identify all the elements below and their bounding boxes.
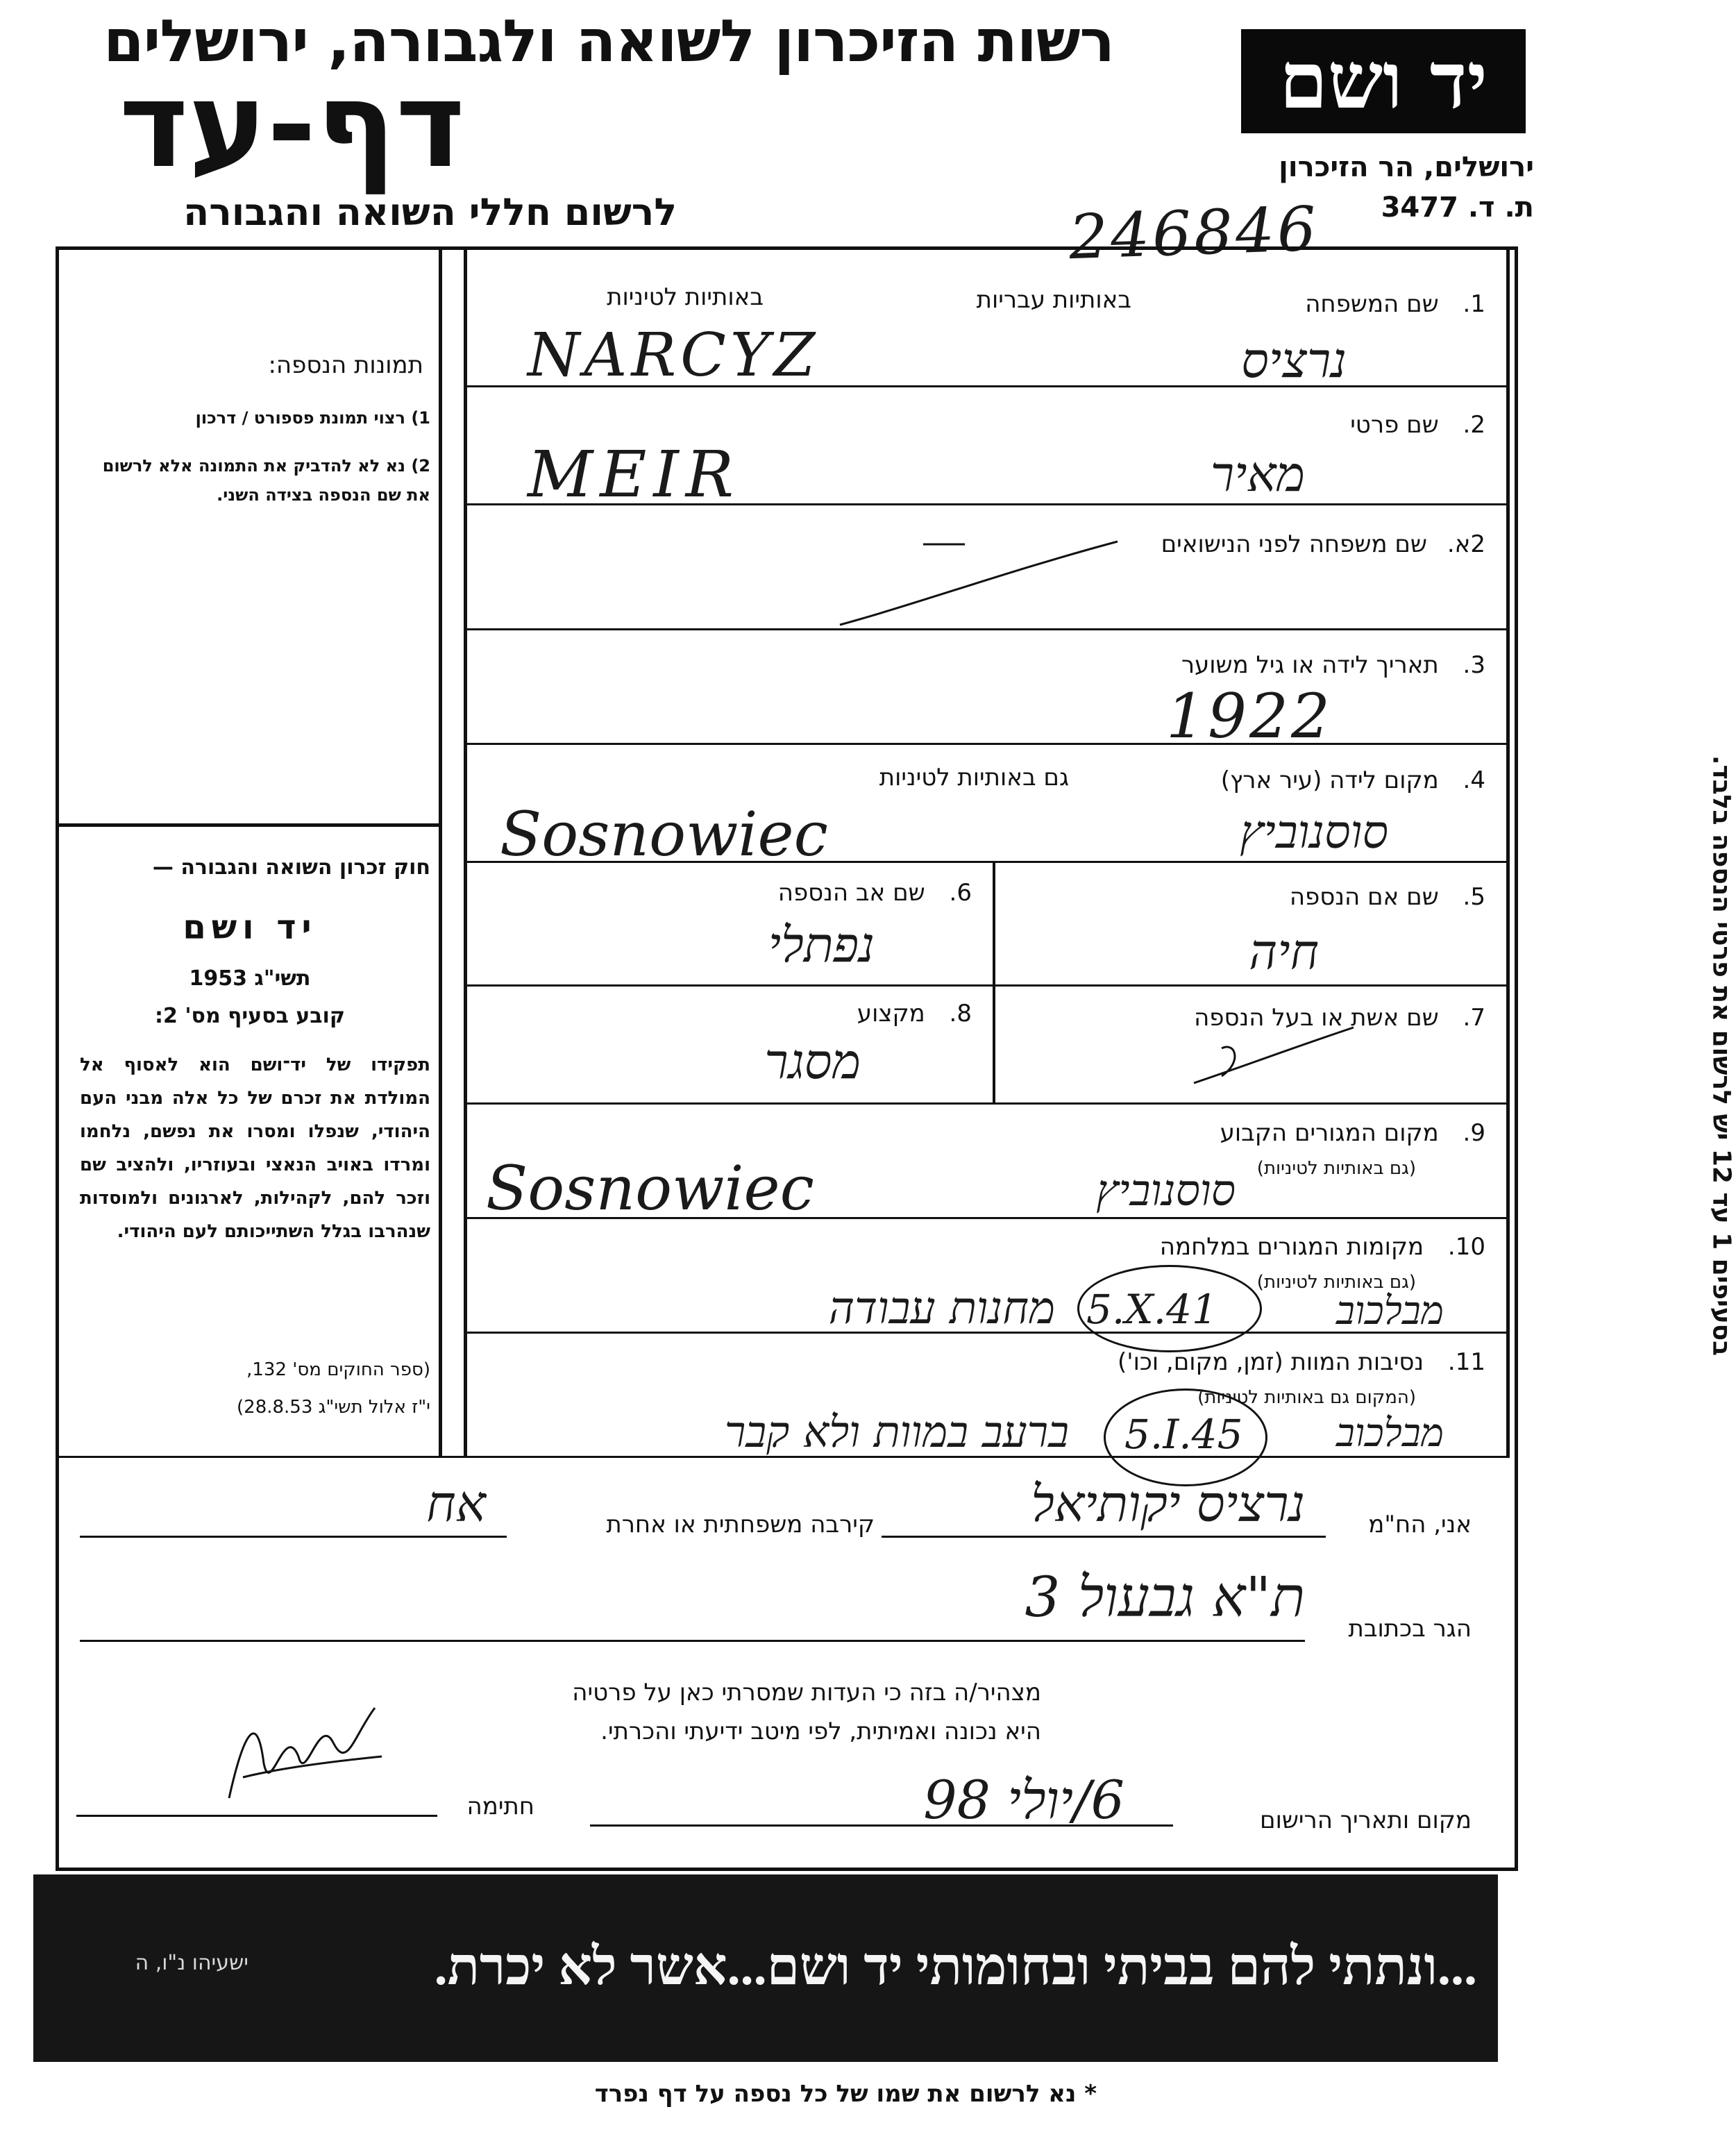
field-7-num: 7. [1463, 1004, 1485, 1032]
law-heading: חוק זכרון השואה והגבורה — [152, 855, 430, 880]
form-subtitle: לרשום חללי השואה והגבורה [183, 190, 677, 234]
field-10-value: מחנות עבודה [828, 1283, 1055, 1334]
field-5-text: שם אם הנספה [1289, 883, 1439, 911]
banner-quote: ...ונתתי להם בביתי ובחומותי יד ושם...אשר לא יכרת. [434, 1938, 1477, 1996]
field-10-place: מבלכוב [1335, 1289, 1444, 1334]
institution-title: רשות הזיכרון לשואה ולגבורה, ירושלים [103, 7, 1114, 75]
field-7-text: שם אשת או בעל הנספה [1194, 1004, 1439, 1032]
field-6-value: נפתלי [768, 916, 875, 973]
field-7-strike [1180, 1021, 1360, 1097]
law-body: תפקידו של יד־ושם הוא לאסוף אל המולדת את זכרם של כל אלה מבני העם היהודי, שנפלו ומסרו את נפשם, נלחמו ומרדו באויב הנאצי ובעוזריו, ולהציב שם וזכר להם, לקהילות, לארגונים ולמוסדות שנהרבו בגלל השתייכותם לעם היהודי. [80, 1055, 430, 1242]
field-8-value: מסגר [764, 1033, 861, 1090]
field-1-hebrew-value: נרציס [1241, 332, 1347, 389]
side-note: בסעיפים 1 עד 12 יש לרשום את פרטי הנספה בלבד. [1707, 755, 1736, 1357]
field-3-value: 1922 [1166, 680, 1333, 752]
field-3-label [972, 651, 1485, 679]
law-year: תשי"ג 1953 [189, 966, 311, 991]
field-10-sub: (גם באותיות לטיניות) [1256, 1272, 1416, 1293]
field-11-sub: (המקום גם באותיות לטיניות) [1197, 1387, 1416, 1408]
field-4-num: 4. [1463, 766, 1485, 794]
address-line-1: ירושלים, הר הזיכרון [1279, 151, 1534, 183]
field-11-date: 5.I.45 [1124, 1411, 1243, 1458]
declaration-address-value: ת"א גבעול 3 [1025, 1565, 1305, 1629]
field-6-text: שם אב הנספה [777, 879, 925, 907]
field-1-latin-header: באותיות לטיניות [607, 283, 764, 311]
field-4-latin-value: Sosnowiec [500, 798, 828, 870]
field-10-text: מקומות המגורים במלחמה [1159, 1233, 1424, 1261]
field-2-text: שם פרטי [1350, 411, 1439, 439]
field-2a-num: 2א. [1447, 530, 1485, 558]
photo-note-2: 2) נא לא להדביק את התמונה אלא לרשום את שם הנספה בצידה השני. [102, 456, 430, 505]
photo-note-1: 1) רצוי תמונת פספורט / דרכון [195, 408, 430, 428]
field-2-num: 2. [1463, 411, 1485, 439]
declaration-i-label: אני, הח"מ [1368, 1511, 1472, 1538]
field-5-value: חיה [1249, 923, 1319, 980]
field-8-label [764, 1000, 972, 1027]
declaration-statement-1: מצהיר/ה בזה כי העדות שמסרתי כאן על פרטיה [572, 1679, 1041, 1706]
field-2-label [1111, 411, 1485, 439]
field-9-latin-value: Sosnowiec [486, 1152, 814, 1224]
footer-note: * נא לרשום את שמו של כל נספה על דף נפרד [594, 2080, 1097, 2108]
yad-vashem-logo [1241, 29, 1526, 133]
field-10-date-circle [1077, 1265, 1262, 1352]
field-2-hebrew-value: מאיר [1210, 446, 1305, 503]
field-11-place: מבלכוב [1335, 1411, 1444, 1456]
law-org: יד ושם [183, 908, 317, 947]
declaration-relation-label: קירבה משפחתית או אחרת [606, 1511, 875, 1538]
field-8-num: 8. [949, 1000, 972, 1027]
field-8-text: מקצוע [857, 1000, 925, 1027]
field-9-hebrew-value: סוסנוביץ [1096, 1165, 1236, 1216]
field-2a-strike [833, 528, 1124, 632]
place-date-label: מקום ותאריך הרישום [1260, 1806, 1472, 1834]
field-4-label [1083, 766, 1485, 794]
law-clause: קובע בסעיף מס' 2: [155, 1004, 345, 1028]
field-4-latin-header: גם באותיות לטיניות [879, 764, 1069, 791]
field-5-num: 5. [1463, 883, 1485, 911]
field-4-text: מקום לידה (עיר ארץ) [1220, 766, 1439, 794]
field-1-num: 1. [1463, 290, 1485, 318]
field-10-num: 10. [1447, 1233, 1485, 1261]
field-1-label [1111, 290, 1485, 318]
photo-box-title: תמונות הנספה: [268, 351, 423, 379]
field-1-latin-value: NARCYZ [528, 321, 820, 390]
field-9-label [1041, 1119, 1485, 1147]
field-6-label [666, 879, 972, 907]
law-date: י"ז אלול תשי"ג 28.8.53) [237, 1397, 430, 1418]
field-9-num: 9. [1463, 1119, 1485, 1147]
field-3-text: תאריך לידה או גיל משוער [1181, 651, 1439, 679]
field-9-sub: (גם באותיות לטיניות) [1256, 1158, 1416, 1179]
place-date-value: 6/יולי 98 [923, 1769, 1124, 1831]
field-11-value: ברעב במוות ולא קבר [724, 1407, 1069, 1457]
field-3-num: 3. [1463, 651, 1485, 679]
field-11-text: נסיבות המוות (זמן, מקום, וכו') [1117, 1348, 1424, 1376]
form-title: דף-עד [119, 57, 465, 194]
field-4-hebrew-value: סוסנוביץ [1240, 805, 1388, 859]
record-number: 246846 [1068, 192, 1320, 274]
declaration-address-label: הגר בכתובת [1348, 1615, 1472, 1643]
field-6-num: 6. [949, 879, 972, 907]
field-11-date-circle [1104, 1388, 1267, 1486]
declaration-relation-value: אח [426, 1475, 486, 1533]
signature-scribble [215, 1694, 396, 1812]
field-5-label [1124, 883, 1485, 911]
field-2a-text: שם משפחה לפני הנישואים [1161, 530, 1427, 558]
declaration-i-value: נרציס יקותיאל [1031, 1475, 1305, 1533]
law-source: (ספר החוקים מס' 132, [246, 1359, 430, 1380]
field-1-text: שם המשפחה [1305, 290, 1439, 318]
field-2-latin-value: MEIR [528, 437, 741, 512]
field-11-label [1041, 1348, 1485, 1376]
banner-source: ישעיהו נ"ו, ה [135, 1951, 248, 1975]
field-10-label [1000, 1233, 1485, 1261]
signature-label: חתימה [466, 1793, 534, 1820]
declaration-statement-2: היא נכונה ואמיתית, לפי מיטב ידיעתי והכרתי. [600, 1718, 1041, 1745]
logo-text: יד ושם [1279, 35, 1488, 126]
field-10-date: 5.X.41 [1086, 1286, 1217, 1333]
address-line-2: ת. ד. 3477 [1381, 192, 1534, 224]
field-11-num: 11. [1447, 1348, 1485, 1376]
field-1-hebrew-header: באותיות עבריות [976, 286, 1131, 314]
quote-banner [33, 1874, 1498, 2062]
field-9-text: מקום המגורים הקבוע [1220, 1119, 1439, 1147]
